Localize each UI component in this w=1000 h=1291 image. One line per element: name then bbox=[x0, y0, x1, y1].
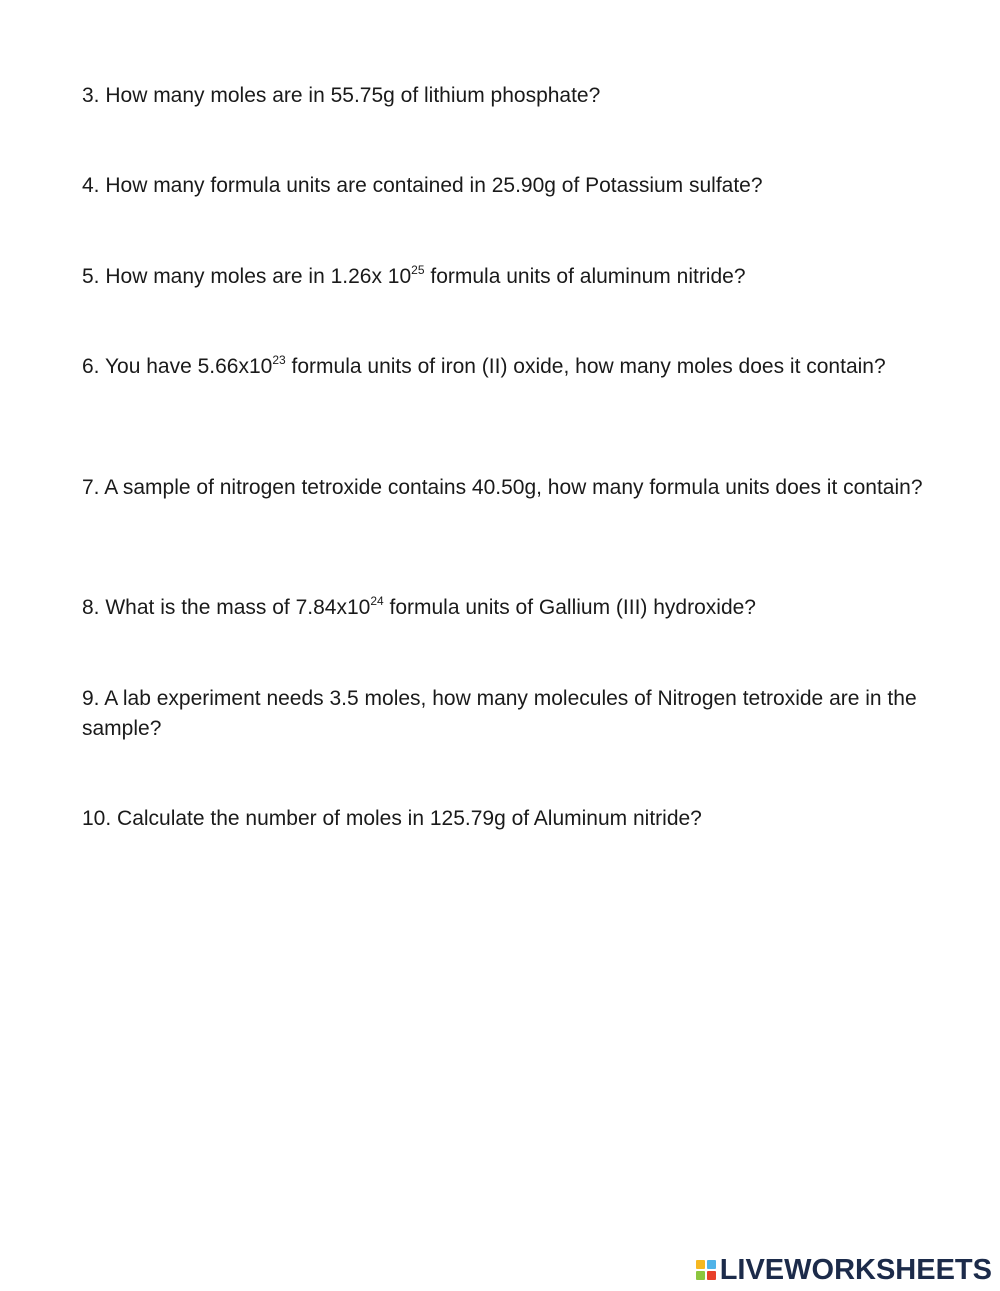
question-5-exponent: 25 bbox=[411, 263, 425, 277]
question-9-text: 9. A lab experiment needs 3.5 moles, how many molecules of Nitrogen tetroxide are in the sample? bbox=[82, 687, 917, 740]
question-7-text: 7. A sample of nitrogen tetroxide contains 40.50g, how many formula units does it contain? bbox=[82, 476, 923, 499]
question-9 bbox=[82, 684, 932, 744]
question-3-text: 3. How many moles are in 55.75g of lithium phosphate? bbox=[82, 84, 601, 107]
question-8 bbox=[82, 593, 932, 623]
question-5 bbox=[82, 262, 932, 292]
question-6-exponent: 23 bbox=[272, 353, 286, 367]
liveworksheets-logo bbox=[696, 1252, 992, 1288]
question-3 bbox=[82, 81, 932, 111]
question-6 bbox=[82, 352, 932, 382]
question-5-text: 5. How many moles are in 1.26x 10 bbox=[82, 265, 412, 288]
question-10 bbox=[82, 804, 932, 834]
question-8-text-end: formula units of Gallium (III) hydroxide? bbox=[383, 596, 756, 619]
logo-blocks-icon bbox=[696, 1260, 716, 1280]
logo-block bbox=[696, 1260, 705, 1269]
question-8-exponent: 24 bbox=[370, 594, 384, 608]
question-7 bbox=[82, 473, 932, 503]
logo-block bbox=[696, 1271, 705, 1280]
logo-block bbox=[707, 1260, 716, 1269]
question-5-text-end: formula units of aluminum nitride? bbox=[424, 265, 746, 288]
question-4 bbox=[82, 171, 932, 201]
logo-text: LIVEWORKSHEETS bbox=[719, 1253, 992, 1286]
question-8-text: 8. What is the mass of 7.84x10 bbox=[82, 596, 371, 619]
question-6-text: 6. You have 5.66x10 bbox=[82, 355, 273, 378]
question-10-text: 10. Calculate the number of moles in 125.79g of Aluminum nitride? bbox=[82, 807, 702, 830]
question-4-text: 4. How many formula units are contained in 25.90g of Potassium sulfate? bbox=[82, 174, 763, 197]
logo-block bbox=[707, 1271, 716, 1280]
question-6-text-end: formula units of iron (II) oxide, how many moles does it contain? bbox=[285, 355, 886, 378]
